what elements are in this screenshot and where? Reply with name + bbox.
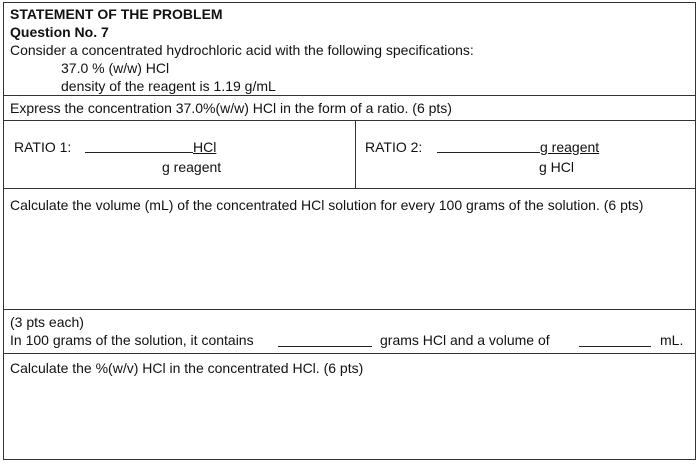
wv-task-text: Calculate the %(w/v) HCl in the concentrated HCl. (6 pts) [10, 360, 364, 376]
ratio1-numerator: HCl [193, 139, 217, 155]
ratio1-blank[interactable] [85, 140, 193, 153]
ratio2-denominator: g HCl [539, 159, 575, 175]
grams-hcl-blank[interactable] [278, 334, 372, 347]
volume-blank[interactable] [579, 334, 651, 347]
statement-title: STATEMENT OF THE PROBLEM [10, 6, 223, 22]
spec-concentration: 37.0 % (w/w) HCl [61, 60, 170, 76]
ratio1-label: RATIO 1: [14, 139, 72, 155]
ratio2-label: RATIO 2: [365, 139, 423, 155]
ratio-divider [355, 121, 356, 188]
fill-in-text-a: In 100 grams of the solution, it contains [10, 332, 254, 348]
fill-in-text-b: grams HCl and a volume of [380, 332, 550, 348]
ratio1-denominator: g reagent [162, 159, 222, 175]
points-note: (3 pts each) [10, 314, 84, 330]
ratio-task-section [4, 96, 695, 121]
wv-task-section [4, 354, 695, 459]
question-number: Question No. 7 [10, 24, 109, 40]
unit-ml: mL. [660, 332, 684, 348]
volume-task-section [4, 189, 695, 310]
ratio2-blank[interactable] [437, 140, 540, 153]
ratio-task-text: Express the concentration 37.0%(w/w) HCl in the form of a ratio. (6 pts) [10, 100, 452, 116]
spec-density: density of the reagent is 1.19 g/mL [61, 78, 276, 94]
problem-statement-section [4, 3, 695, 96]
ratio-answers-section [4, 121, 695, 189]
ratio2-numerator: g reagent [540, 139, 600, 155]
problem-sheet [3, 2, 696, 460]
problem-intro: Consider a concentrated hydrochloric acid with the following specifications: [10, 42, 474, 58]
volume-task-text: Calculate the volume (mL) of the concentrated HCl solution for every 100 grams of the solution. (6 pts) [10, 197, 644, 213]
fill-in-section [4, 310, 695, 354]
